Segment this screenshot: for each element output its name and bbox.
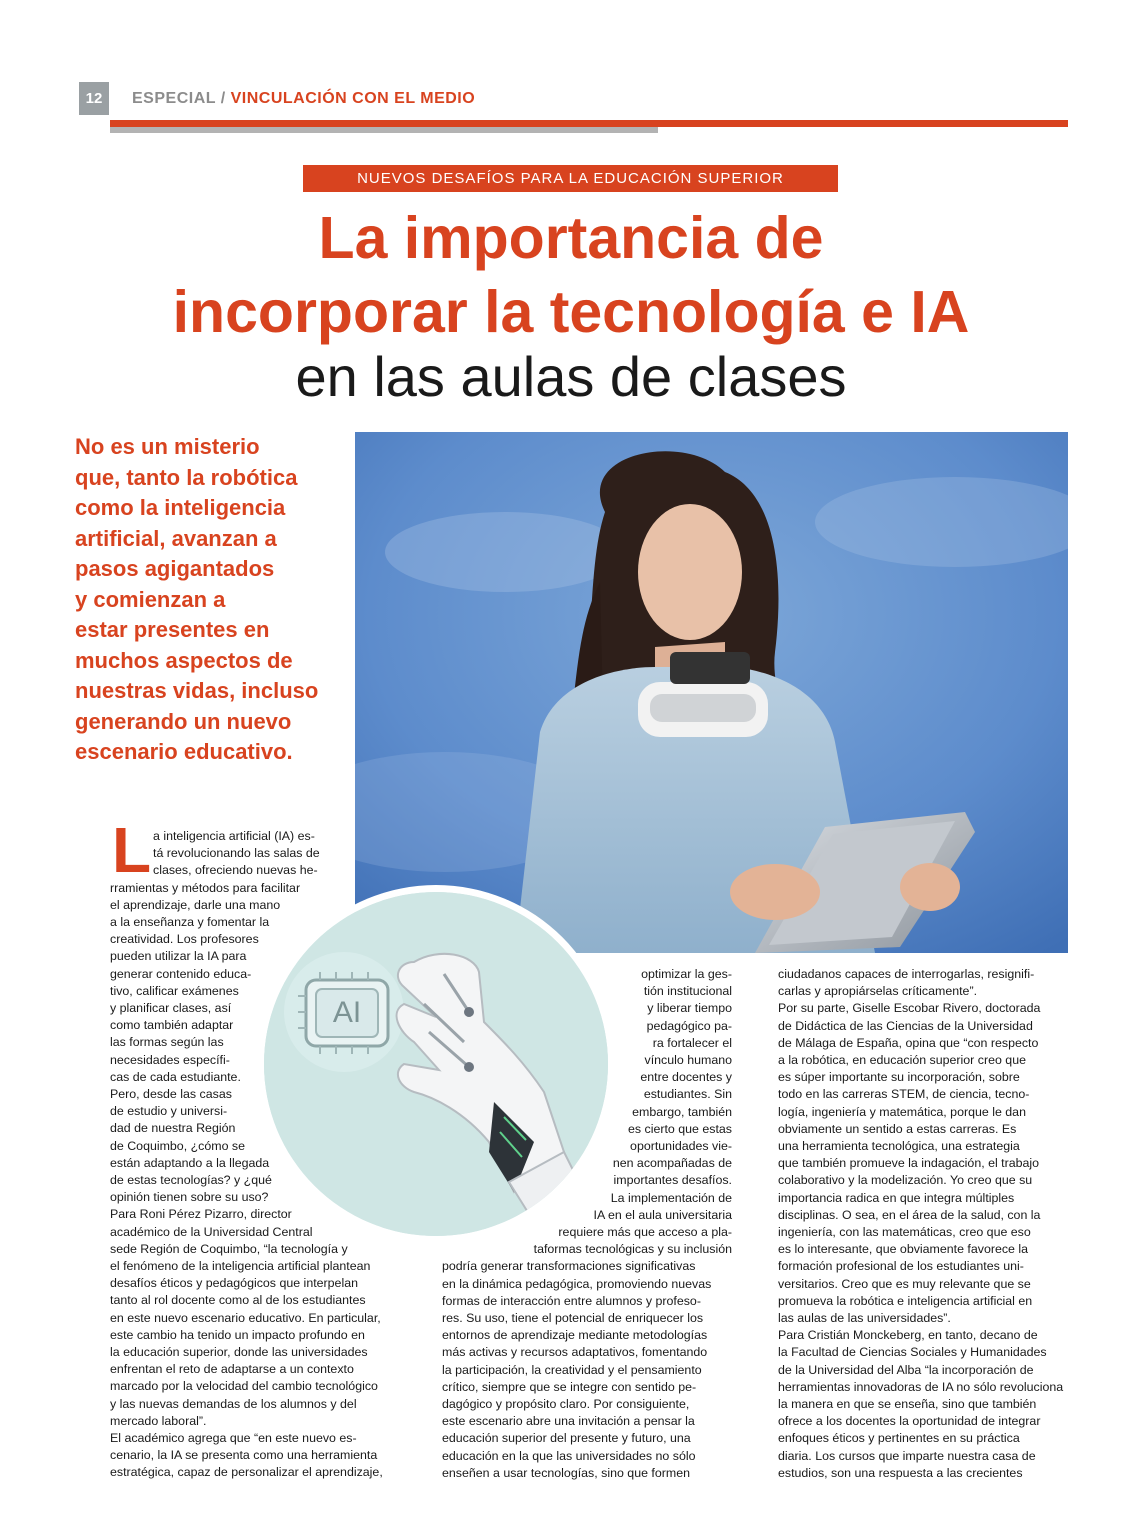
body-line: estudiantes. Sin [643,1087,732,1102]
body-line: las formas según las [110,1035,224,1050]
body-line: están adaptando a la llegada [110,1155,270,1170]
body-line: tá revolucionando las salas de [153,846,320,861]
body-line: estratégica, capaz de personalizar el aprendizaje, [110,1465,383,1480]
body-line: en la dinámica pedagógica, promoviendo nuevas [442,1276,712,1291]
body-line: enfrentan el reto de adaptarse a un contexto [110,1362,354,1377]
lead-line: artificial, avanzan a [75,525,277,551]
body-line: a la robótica, en educación superior creo que [778,1053,1026,1067]
body-line: enfoques éticos y pertinentes en su práctica [778,1431,1020,1446]
header-rule-grey [110,127,658,133]
body-line: rramientas y métodos para facilitar [110,880,301,895]
body-line: de la Universidad del Alba “la incorporación de [778,1362,1034,1377]
body-line: el fenómeno de la inteligencia artificial plantean [110,1259,371,1273]
section-name: ESPECIAL [132,90,216,107]
body-line: este cambio ha tenido un impacto profundo en [110,1327,365,1342]
body-line: creatividad. Los profesores [110,932,259,947]
body-line: educación superior del presente y futuro, una [442,1431,691,1446]
body-line: res. Su uso, tiene el potencial de enriquecer los [442,1311,704,1325]
body-line: como también adaptar [110,1018,234,1033]
body-line: nen acompañadas de [612,1156,732,1171]
body-line: promueva la robótica e inteligencia artificial en [778,1293,1033,1308]
body-line: dagógico y propósito claro. Por consiguiente, [442,1397,690,1411]
body-line: ciudadanos capaces de interrogarlas, resignifi- [778,967,1035,981]
body-line: cas de cada estudiante. [110,1069,241,1084]
subsection-name: VINCULACIÓN CON EL MEDIO [230,90,476,107]
body-line: entre docentes y [640,1070,732,1085]
body-line: IA en el aula universitaria [593,1207,732,1222]
lead-line: muchos aspectos de [75,647,293,673]
robot-hand-icon [264,892,608,1236]
body-line: ofrece a los docentes la oportunidad de integrar [778,1414,1041,1429]
body-line: la participación, la creatividad y el pensamiento [442,1362,702,1377]
body-line: dad de nuestra Región [110,1121,236,1136]
body-line: Para Roni Pérez Pizarro, director [110,1207,292,1222]
headline-line-2: incorporar la tecnología e IA [172,279,970,345]
body-line: disciplinas. O sea, en el área de la salud, con la [778,1207,1041,1222]
body-line: tanto al rol docente como al de los estudiantes [110,1293,366,1308]
headline-line-3: en las aulas de clases [295,345,847,408]
body-line: sede Región de Coquimbo, “la tecnología y [110,1241,348,1256]
body-line: importantes desafíos. [613,1173,732,1188]
body-line: importancia radica en que integra múltiples [778,1190,1015,1205]
body-line: diaria. Los cursos que imparte nuestra casa de [778,1448,1036,1463]
kicker-label: NUEVOS DESAFÍOS PARA LA EDUCACIÓN SUPERIOR [303,165,838,192]
body-line: embargo, también [632,1104,732,1119]
section-separator: / [220,90,226,107]
body-line: pueden utilizar la IA para [110,949,247,964]
body-line: necesidades específi- [110,1052,230,1067]
body-line: de Didáctica de las Ciencias de la Universidad [778,1018,1033,1033]
body-line: todo en las carreras STEM, de ciencia, tecno- [778,1087,1030,1102]
body-line: Pero, desde las casas [110,1087,232,1101]
body-line: y liberar tiempo [647,1001,732,1016]
lead-line: y comienzan a [75,586,226,612]
lead-line: como la inteligencia [75,495,286,520]
lead-paragraph [75,432,345,768]
section-label [132,90,475,108]
body-line: carlas y apropiárselas críticamente”. [778,984,978,999]
woman-with-tablet-illustration [355,432,1068,953]
body-line: La implementación de [610,1190,732,1205]
body-line: mercado laboral”. [110,1413,207,1428]
body-line: de estas tecnologías? y ¿qué [110,1173,272,1187]
body-line: generar contenido educa- [110,966,252,981]
body-line: la Facultad de Ciencias Sociales y Humanidades [778,1345,1047,1360]
body-line: colaborativo y la modelización. Yo creo que su [778,1173,1033,1188]
body-line: las aulas de las universidades”. [778,1311,951,1325]
page-number: 12 [79,82,109,115]
body-line: a la enseñanza y fomentar la [110,915,270,929]
lead-line: generando un nuevo [75,708,292,734]
body-line: opinión tienen sobre su uso? [110,1190,269,1205]
body-line: una herramienta tecnológica, una estrategia [778,1139,1020,1153]
body-line: de estudio y universi- [110,1104,228,1119]
robot-hand-illustration [264,892,608,1236]
body-line: a inteligencia artificial (IA) es- [153,829,315,843]
body-line: de Málaga de España, opina que “con respecto [778,1035,1039,1050]
body-line: académico de la Universidad Central [110,1224,313,1239]
body-line: taformas tecnológicas y su inclusión [533,1242,732,1257]
body-line: enseñen a usar tecnologías, sino que formen [442,1465,690,1480]
body-line: formas de interacción entre alumnos y profeso- [442,1293,701,1308]
body-line: Por su parte, Giselle Escobar Rivero, doctorada [778,1001,1041,1016]
body-line: podría generar transformaciones significativas [442,1259,696,1274]
body-line: educación en la que las universidades no sólo [442,1448,696,1463]
lead-line: No es un misterio [75,434,260,459]
body-line: pedagógico pa- [646,1018,732,1033]
body-line: ingeniería, con las matemáticas, creo que eso [778,1225,1031,1239]
body-line: logía, ingeniería y matemática, porque le dan [778,1104,1026,1119]
body-line: es cierto que estas [627,1121,732,1136]
body-line: que también promueve la indagación, el trabajo [778,1156,1040,1171]
body-line: vínculo humano [644,1053,732,1067]
body-line: Para Cristián Monckeberg, en tanto, decano de [778,1328,1038,1343]
body-line: tivo, calificar exámenes [110,983,239,998]
body-line: estudios, son una respuesta a las crecientes [778,1465,1023,1480]
body-line: más activas y recursos adaptativos, fomentando [442,1345,708,1360]
body-line: obviamente un sentido a estas carreras. Es [778,1121,1017,1136]
lead-line: escenario educativo. [75,739,293,764]
main-photo [355,432,1068,953]
lead-line: pasos agigantados [75,556,275,581]
lead-line: nuestras vidas, incluso [75,678,319,703]
body-line: en este nuevo escenario educativo. En particular, [110,1310,381,1325]
body-line: oportunidades vie- [630,1139,732,1153]
body-line: optimizar la ges- [641,967,732,981]
drop-cap: L [112,814,152,886]
body-line: la educación superior, donde las universidades [110,1345,368,1359]
body-line: es súper importante su incorporación, sobre [778,1070,1020,1085]
body-line: crítico, siempre que se integre con sentido pe- [442,1379,697,1394]
body-line: ra fortalecer el [652,1035,732,1050]
body-line: el aprendizaje, darle una mano [110,897,281,912]
lead-line: que, tanto la robótica [75,464,298,490]
body-line: entornos de aprendizaje mediante metodologías [442,1328,708,1343]
body-line: El académico agrega que “en este nuevo es- [110,1431,357,1445]
body-line: es lo interesante, que obviamente favorece la [778,1242,1029,1257]
body-line: versitarios. Creo que es muy relevante que se [778,1276,1031,1291]
body-line: marcado por la velocidad del cambio tecnológico [110,1379,378,1394]
body-line: y planificar clases, así [110,1001,232,1015]
body-line: cenario, la IA se presenta como una herramienta [110,1448,378,1463]
body-line: formación profesional de los estudiantes uni- [778,1259,1024,1274]
headline-line-1: La importancia de [318,205,824,271]
body-line: requiere más que acceso a pla- [558,1225,732,1239]
body-line: tión institucional [643,984,732,999]
lead-line: estar presentes en [75,617,270,642]
body-line: desafíos éticos y pedagógicos que interpelan [110,1276,358,1291]
body-line: este escenario abre una invitación a pensar la [442,1414,695,1429]
body-line: y las nuevas demandas de los alumnos y del [110,1396,357,1411]
body-line: de Coquimbo, ¿cómo se [110,1138,245,1153]
body-line: herramientas innovadoras de IA no sólo revoluciona [778,1379,1064,1394]
header-rule-red [110,120,1068,127]
body-line: clases, ofreciendo nuevas he- [153,863,318,878]
ai-badge: AI [332,996,362,1029]
body-line: la manera en que se enseña, sino que también [778,1397,1037,1411]
